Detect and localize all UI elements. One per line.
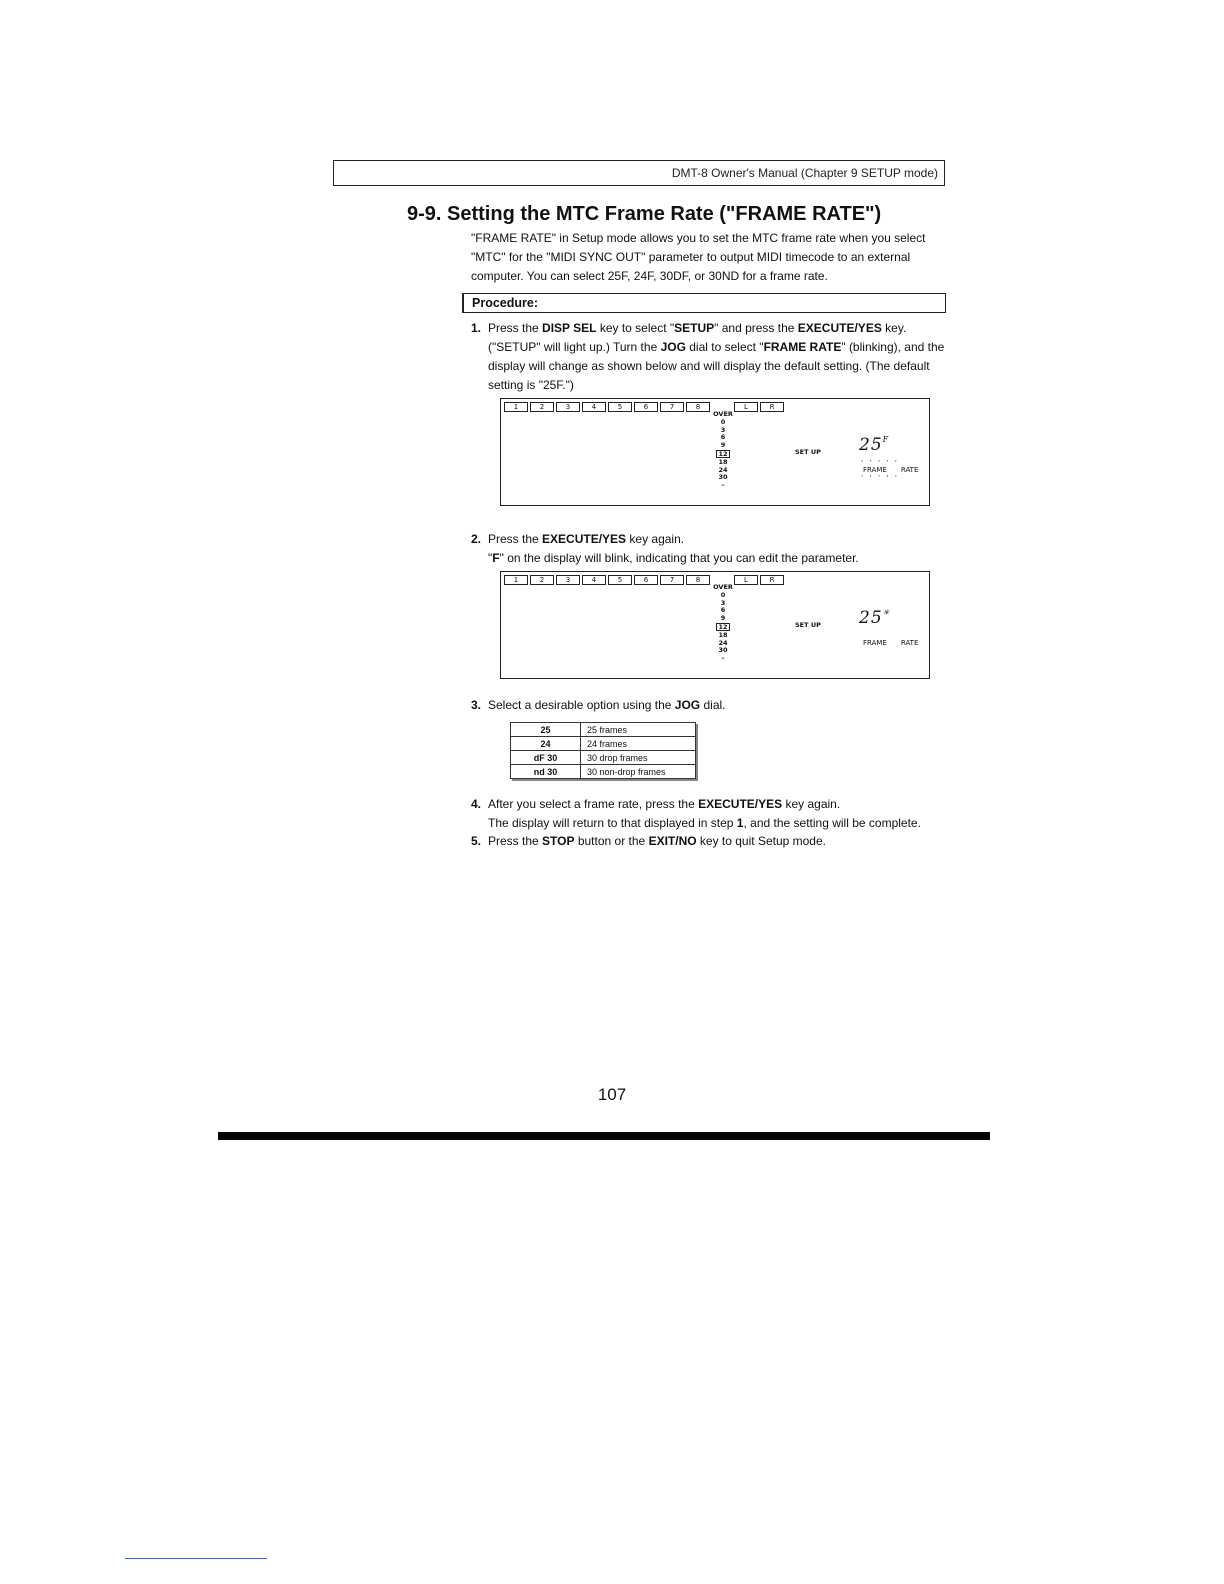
chapter-header xyxy=(333,160,945,186)
section-intro: "FRAME RATE" in Setup mode allows you to set the MTC frame rate when you select "MTC" for the "MIDI SYNC OUT" parameter to output MIDI timecode to an external computer. You can select 25F, 24F, 30DF, or 30ND for a frame rate. xyxy=(471,231,926,283)
frame-rate-value: $25^F$ xyxy=(859,435,890,455)
page-number: 107 xyxy=(597,1085,627,1104)
step-text: Press the DISP SEL key to select "SETUP" and press the EXECUTE/YES key. ("SETUP" will light up.) Turn the JOG dial to select "FRAME RATE" (blinking), and the display will change as shown below and will display the default setting. (The default setting is "25F.") xyxy=(488,321,945,392)
chapter-header-text: DMT-8 Owner's Manual (Chapter 9 SETUP mode) xyxy=(671,166,938,180)
step-3 xyxy=(471,696,947,715)
step-5 xyxy=(471,832,947,851)
option-description: 24 frames xyxy=(581,737,696,751)
frame-rate-value: 25✳ xyxy=(859,608,891,628)
step-text: Select a desirable option using the JOG dial. xyxy=(488,698,726,712)
setup-indicator: SET UP xyxy=(795,448,821,456)
option-value: 25 xyxy=(511,723,581,737)
table-row xyxy=(511,723,696,737)
step-1 xyxy=(471,319,947,395)
step-text: Press the STOP button or the EXIT/NO key to quit Setup mode. xyxy=(488,834,826,848)
step-text: Press the EXECUTE/YES key again. "F" on the display will blink, indicating that you can edit the parameter. xyxy=(488,532,859,565)
step-number: 4. xyxy=(471,797,482,811)
table-row xyxy=(511,737,696,751)
step-number: 5. xyxy=(471,834,482,848)
track-indicator: 2 xyxy=(530,402,554,412)
track-indicator-right: R xyxy=(760,575,784,585)
option-value: nd 30 xyxy=(511,765,581,779)
track-indicator-left: L xyxy=(734,575,758,585)
track-indicator: 5 xyxy=(608,402,632,412)
frame-rate-options-table xyxy=(510,722,696,779)
setup-indicator: SET UP xyxy=(795,621,821,629)
option-value: 24 xyxy=(511,737,581,751)
track-indicator: 1 xyxy=(504,402,528,412)
step-4 xyxy=(471,795,947,833)
track-indicator: 1 xyxy=(504,575,528,585)
track-indicator-left: L xyxy=(734,402,758,412)
track-indicator: 3 xyxy=(556,402,580,412)
step-number: 1. xyxy=(471,321,482,335)
table-row xyxy=(511,765,696,779)
level-meter-scale: OVER 0 3 6 9 12 18 24 30 – xyxy=(713,583,733,663)
option-description: 30 drop frames xyxy=(581,751,696,765)
track-indicator: 5 xyxy=(608,575,632,585)
frame-rate-label: FRAME RATE xyxy=(863,639,919,647)
track-indicator: 6 xyxy=(634,575,658,585)
bottom-rule xyxy=(218,1132,990,1140)
frame-rate-label: FRAME RATE xyxy=(863,466,919,474)
step-number: 3. xyxy=(471,698,482,712)
footer-underline xyxy=(125,1558,267,1559)
option-value: dF 30 xyxy=(511,751,581,765)
lcd-display-default xyxy=(500,398,930,506)
option-description: 25 frames xyxy=(581,723,696,737)
procedure-label: Procedure: xyxy=(472,296,538,310)
lcd-display-editing xyxy=(500,571,930,679)
track-indicator: 7 xyxy=(660,402,684,412)
blinking-f-icon: ✳ xyxy=(882,608,891,617)
step-text: After you select a frame rate, press the EXECUTE/YES key again. The display will return to that displayed in step 1, and the setting will be complete. xyxy=(488,797,921,830)
track-indicator: 3 xyxy=(556,575,580,585)
track-indicator: 4 xyxy=(582,402,606,412)
track-indicator: 8 xyxy=(686,402,710,412)
step-number: 2. xyxy=(471,532,482,546)
step-2 xyxy=(471,530,947,568)
table-row xyxy=(511,751,696,765)
level-meter-scale: OVER 0 3 6 9 12 18 24 30 – xyxy=(713,410,733,490)
blink-marks-icon: ‘ ’ ‘ ’ ‘ xyxy=(861,459,900,467)
track-indicator: 6 xyxy=(634,402,658,412)
track-indicator: 7 xyxy=(660,575,684,585)
track-indicator-right: R xyxy=(760,402,784,412)
track-indicator: 4 xyxy=(582,575,606,585)
track-indicator: 2 xyxy=(530,575,554,585)
section-title: 9-9. Setting the MTC Frame Rate ("FRAME RATE") xyxy=(407,203,882,225)
blink-marks-icon: ’ ‘ ’ ‘ ’ xyxy=(861,474,900,482)
procedure-box xyxy=(462,293,946,313)
track-indicator: 8 xyxy=(686,575,710,585)
option-description: 30 non-drop frames xyxy=(581,765,696,779)
